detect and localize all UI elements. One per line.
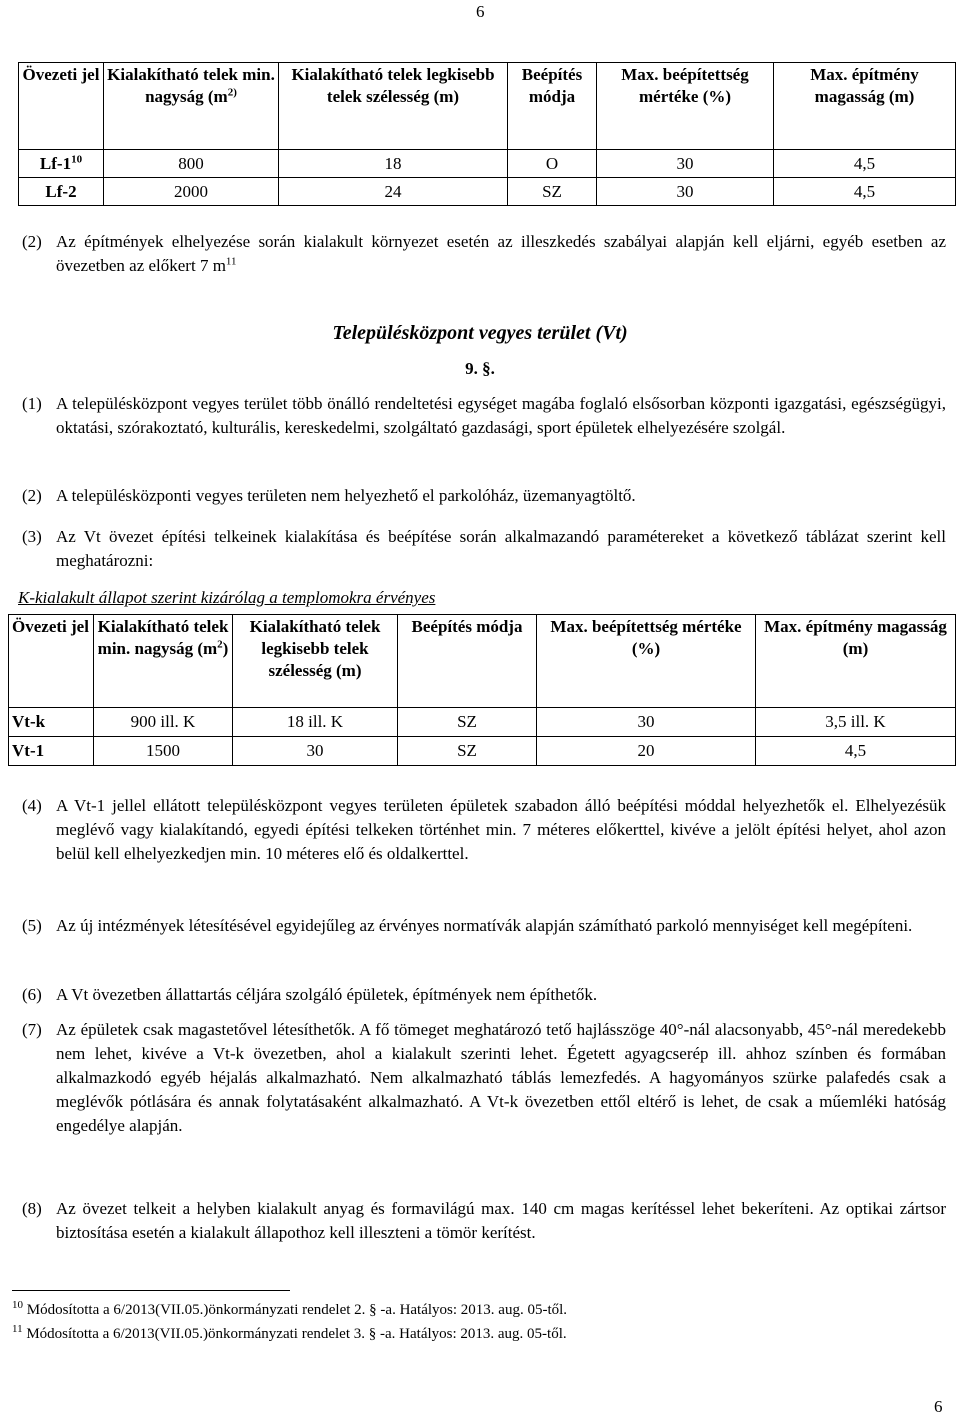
page-number-bottom: 6 — [934, 1397, 943, 1416]
paragraph-text: A településközpont vegyes terület több önálló rendeltetési egységet magába foglaló elsősorban központi igazgatási, egészségügyi, oktatási, szórakoztató, kulturális, kereskedelmi, szolgáltató gazdasági, sport épületek elhelyezésére szolgál. — [56, 394, 946, 437]
footnote-ref: 11 — [225, 255, 237, 268]
table-cell: SZ — [398, 708, 537, 737]
footnote — [12, 1301, 567, 1319]
header-cell: Övezeti jel — [9, 615, 94, 708]
footnote-number: 10 — [12, 1299, 23, 1311]
paragraph-number: (3) — [22, 527, 42, 546]
table-cell: 30 — [597, 178, 774, 206]
table-cell: SZ — [398, 737, 537, 766]
table-row — [9, 708, 956, 737]
paragraph-number: (2) — [22, 232, 42, 251]
table-row — [19, 150, 956, 178]
paragraph — [22, 1018, 946, 1138]
header-cell: Max. építmény magasság (m) — [756, 615, 956, 708]
paragraph-number: (6) — [22, 985, 42, 1004]
footnote-number: 11 — [12, 1323, 23, 1335]
table-cell: 2000 — [104, 178, 279, 206]
paragraph-text: Az új intézmények létesítésével egyidejűleg az érvényes normatívák alapján számítható parkoló mennyiséget kell megépíteni. — [56, 916, 913, 935]
paragraph-text: A Vt-1 jellel ellátott településközpont vegyes területen épületek szabadon álló beépítési móddal helyezhetők el. Elhelyezésük meglévő vagy kialakítandó, egyedi építési telkeken történhet min. 7 méteres előkerttel, kivéve a jelölt építési helyet, ahol azon belül kell elhelyezkedjen min. 10 méteres elő és oldalkerttel. — [56, 796, 946, 863]
paragraph-text: A településközponti vegyes területen nem helyezhető el parkolóház, üzemanyagtöltő. — [56, 486, 636, 505]
table-cell: 18 ill. K — [233, 708, 398, 737]
lf-zone-table — [18, 62, 956, 206]
paragraph-text: Az Vt övezet építési telkeinek kialakítása és beépítése során alkalmazandó paramétereket a következő táblázat szerint kell meghatározni: — [56, 527, 946, 570]
table-cell: 900 ill. K — [94, 708, 233, 737]
paragraph-number: (4) — [22, 796, 42, 815]
header-cell: Kialakítható telek legkisebb telek szélesség (m) — [279, 63, 508, 150]
paragraph-text: A Vt övezetben állattartás céljára szolgáló épületek, építmények nem építhetők. — [56, 985, 598, 1004]
vt-zone-table — [8, 614, 956, 766]
section-title: Településközpont vegyes terület (Vt) — [332, 322, 628, 344]
table-row — [19, 178, 956, 206]
zone-code: Lf-2 — [19, 178, 104, 206]
table-cell: 4,5 — [756, 737, 956, 766]
footnote-divider — [12, 1290, 290, 1291]
footnote — [12, 1325, 567, 1343]
header-cell: Beépítés módja — [398, 615, 537, 708]
header-cell: Kialakítható telek legkisebb telek szélesség (m) — [233, 615, 398, 708]
table-cell: 24 — [279, 178, 508, 206]
header-cell: Kialakítható telek min. nagyság ($m^{2)}$ — [104, 63, 279, 150]
table-cell: 18 — [279, 150, 508, 178]
paragraph-text: Az épületek csak magastetővel létesíthetők. A fő tömeget meghatározó tető hajlásszöge 40°-nál alacsonyabb, 45°-nál meredekebb nem lehet, kivéve a Vt-k övezetben, ahol a kialakult szerinti lehet. Égetett agyagcserép ill. ahhoz színben és formában alkalmazkodó egyéb héjalás alkalmazható. Nem alkalmazható táblás lemezfedés. A hagyományos szürke palafedés csak a meglévők pótlására és annak folytatásaként alkalmazható. A Vt-k övezetben ettől eltérő is lehet, de csak a műemléki hatóság engedélye alapján. — [56, 1020, 946, 1135]
paragraph — [22, 392, 946, 440]
table-cell: 1500 — [94, 737, 233, 766]
table-cell: 4,5 — [774, 178, 956, 206]
table-row — [9, 737, 956, 766]
paragraph — [22, 1197, 946, 1245]
table-cell: 800 — [104, 150, 279, 178]
table-cell: 3,5 ill. K — [756, 708, 956, 737]
footnote-text: Módosította a 6/2013(VII.05.)önkormányzati rendelet 2. § -a. Hatályos: 2013. aug. 05-től. — [26, 1302, 568, 1318]
paragraph — [22, 525, 946, 573]
paragraph — [22, 914, 946, 938]
paragraph — [22, 484, 946, 508]
table-cell: 30 — [233, 737, 398, 766]
table-header-row — [9, 615, 956, 708]
header-cell: Beépítés módja — [508, 63, 597, 150]
paragraph-text: Az építmények elhelyezése során kialakult környezet esetén az illeszkedés szabályai alapján kell eljárni, egyéb esetben az övezetben az előkert 7 m — [56, 232, 946, 275]
section-number: 9. §. — [465, 359, 495, 378]
paragraph-text: Az övezet telkeit a helyben kialakult anyag és formavilágú max. 140 cm magas kerítéssel lehet bekeríteni. Az optikai zártsor biztosítása esetén a kialakult állapothoz kell illeszteni a tömör kerítést. — [56, 1199, 946, 1242]
header-cell: Max. beépítettség mértéke (%) — [537, 615, 756, 708]
table-cell: 20 — [537, 737, 756, 766]
paragraph-number: (7) — [22, 1020, 42, 1039]
paragraph — [22, 983, 946, 1007]
table-cell: 30 — [597, 150, 774, 178]
header-cell: Kialakítható telek min. nagyság $(m^2)$ — [94, 615, 233, 708]
paragraph-number: (1) — [22, 394, 42, 413]
zone-code: Vt-1 — [9, 737, 94, 766]
header-cell: Max. építmény magasság (m) — [774, 63, 956, 150]
table-cell: O — [508, 150, 597, 178]
paragraph — [22, 794, 946, 866]
zone-code: $Lf-1^{10}$ — [19, 150, 104, 178]
paragraph-number: (8) — [22, 1199, 42, 1218]
table-cell: 4,5 — [774, 150, 956, 178]
page-number-top: 6 — [476, 2, 485, 21]
header-cell: Övezeti jel — [19, 63, 104, 150]
table-cell: SZ — [508, 178, 597, 206]
table-cell: 30 — [537, 708, 756, 737]
zone-code: Vt-k — [9, 708, 94, 737]
footnote-text: Módosította a 6/2013(VII.05.)önkormányzati rendelet 3. § -a. Hatályos: 2013. aug. 05-től. — [26, 1326, 567, 1342]
table-note: K-kialakult állapot szerint kizárólag a templomokra érvényes — [18, 588, 436, 607]
paragraph — [22, 230, 946, 278]
paragraph-number: (2) — [22, 486, 42, 505]
table-header-row — [19, 63, 956, 150]
paragraph-number: (5) — [22, 916, 42, 935]
header-cell: Max. beépítettség mértéke (%) — [597, 63, 774, 150]
